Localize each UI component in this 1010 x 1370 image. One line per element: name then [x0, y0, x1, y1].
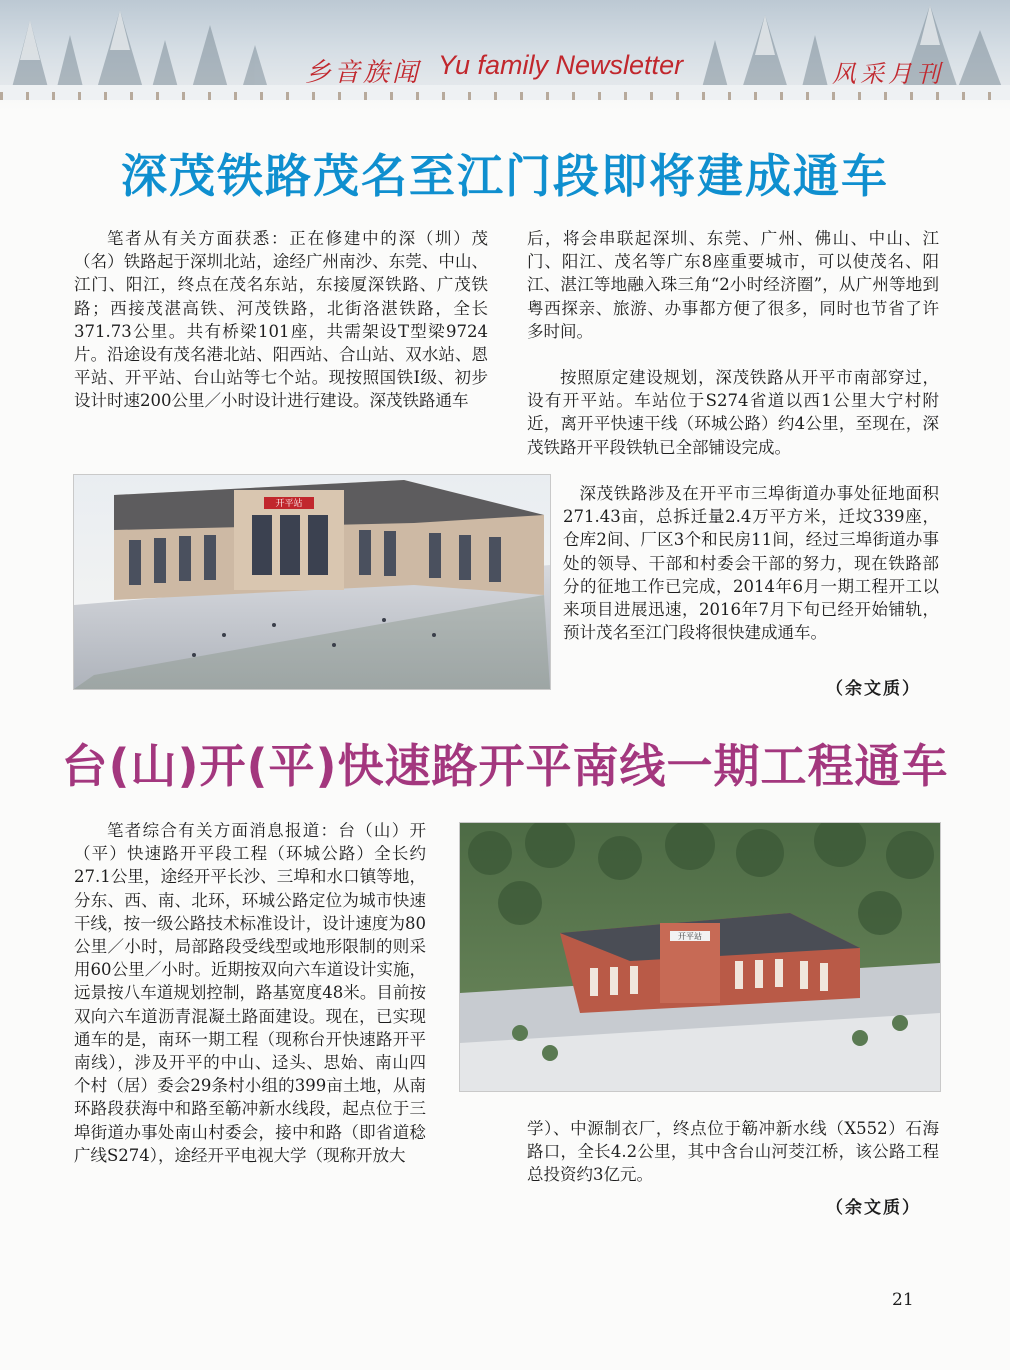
article2-col2-paragraph: 学）、中源制衣厂，终点位于簕冲新水线（X552）石海路口，全长4.2公里，其中含台山河茭江桥，该公路工程总投资约3亿元。: [527, 1119, 939, 1185]
article1-col2-paragraph-3: 深茂铁路涉及在开平市三埠街道办事处征地面积271.43亩，总拆迁量2.4万平方米，迁坟339座，仓库2间、厂区3个和民房11间，经过三埠街道办事处的领导、干部和村委会干部的努力，现在铁路部分的征地工作已完成，2014年6月一期工程开工以来项目进展迅速，2016年7月下旬已经开始铺轨，预计茂名至江门段将很快建成通车。: [563, 484, 939, 643]
header-english-title: Yu family Newsletter: [438, 50, 684, 80]
header-right-title: 风采月刊: [832, 60, 944, 88]
article1-col2-paragraph-1: 后，将会串联起深圳、东莞、广州、佛山、中山、江门、阳江、茂名等广东8座重要城市，可以使茂名、阳江、湛江等地融入珠三角“2小时经济圈”，从广州等地到粤西探亲、旅游、办事都方便了很多，同时也节省了许多时间。: [527, 229, 939, 341]
station-rendering-image-1: [73, 474, 551, 690]
station-rendering-image-2: [459, 822, 941, 1092]
station-sign-1: 开平站: [275, 499, 303, 509]
fence-decoration: [0, 92, 1010, 100]
article2-col1-paragraph: 笔者综合有关方面消息报道：台（山）开（平）快速路开平段工程（环城公路）全长约27.1公里，途经开平长沙、三埠和水口镇等地，分东、西、南、北环，环城公路定位为城市快速干线，按一级公路技术标准设计，设计速度为80公里／小时，局部路段受线型或地形限制的则采用60公里／小时。近期按双向六车道设计实施，远景按八车道规划控制，路基宽度48米。目前按双向六车道沥青混凝土路面建设。现在，已实现通车的是，南环一期工程（现称台开快速路开平南线），涉及开平的中山、迳头、思始、南山四个村（居）委会29条村小组的399亩土地，从南环路段获海中和路至簕冲新水线段，起点位于三埠街道办事处南山村委会，接中和路（即省道稔广线S274），途经开平电视大学（现称开放大: [74, 821, 426, 1165]
article1-title: 深茂铁路茂名至江门段即将建成通车: [121, 149, 889, 203]
article2-title: 台(山)开(平)快速路开平南线一期工程通车: [61, 739, 949, 793]
station-sign-2: 开平站: [678, 932, 702, 941]
article1-author: （余文质）: [826, 679, 921, 699]
article2-author: （余文质）: [826, 1198, 921, 1218]
header-left-title: 乡音族闻: [305, 58, 422, 88]
header-banner: [0, 0, 1010, 110]
article1-col2-paragraph-2: 按照原定建设规划，深茂铁路从开平市南部穿过，设有开平站。车站位于S274省道以西1公里大宁村附近，离开平快速干线（环城公路）约4公里，至现在，深茂铁路开平段铁轨已全部铺设完成。: [527, 368, 939, 457]
article1-col1-paragraph: 笔者从有关方面获悉：正在修建中的深（圳）茂（名）铁路起于深圳北站，途经广州南沙、东莞、中山、江门、阳江，终点在茂名东站，东接厦深铁路、广茂铁路；西接茂湛高铁、河茂铁路，北街洛湛铁路，全长371.73公里。共有桥梁101座，共需架设T型梁9724片。沿途设有茂名港北站、阳西站、合山站、双水站、恩平站、开平站、台山站等七个站。现按照国铁Ⅰ级、初步设计时速200公里／小时设计进行建设。深茂铁路通车: [74, 229, 488, 411]
page-number: 21: [892, 1290, 914, 1310]
